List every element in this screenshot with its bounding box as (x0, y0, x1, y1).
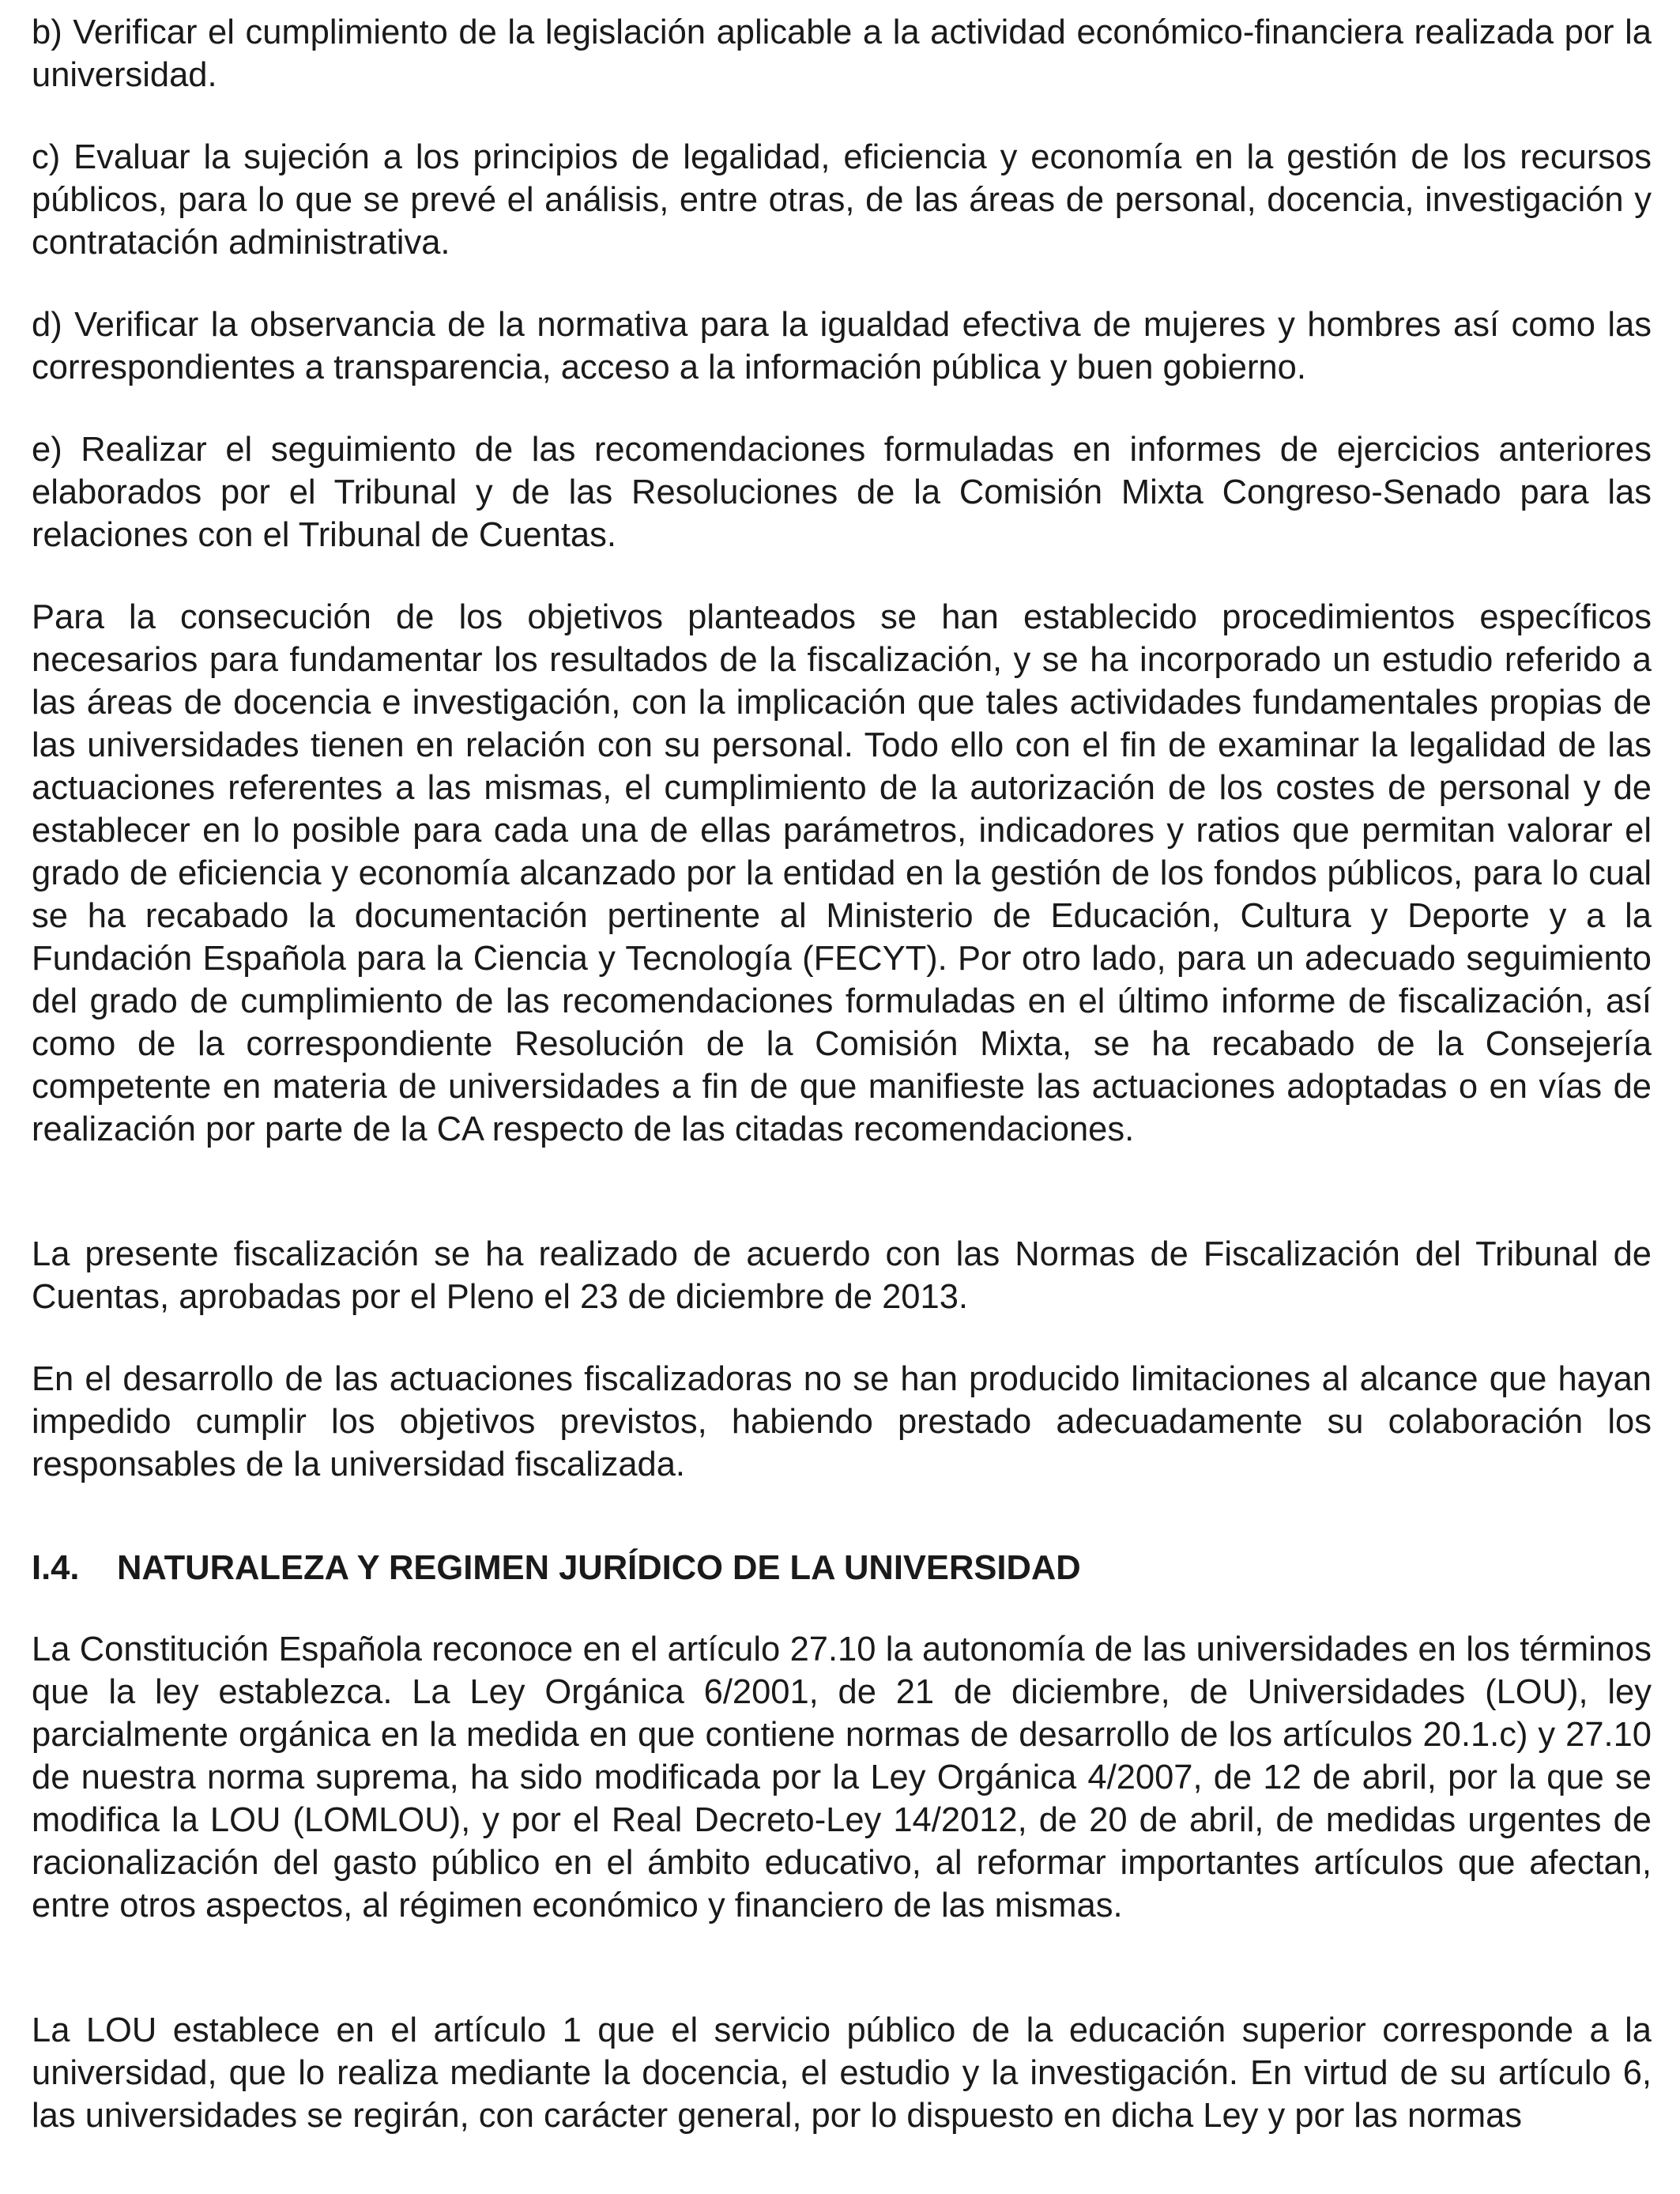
section-heading (32, 1547, 1652, 1589)
paragraph-standards: La presente fiscalización se ha realizado de acuerdo con las Normas de Fiscalización del Tribunal de Cuentas, aprobadas por el Pleno el 23 de diciembre de 2013. (32, 1235, 1652, 1316)
paragraph-procedures: Para la consecución de los objetivos planteados se han establecido procedimientos específicos necesarios para fundamentar los resultados de la fiscalización, y se ha incorporado un estudio referido a las áreas de docencia e investigación, con la implicación que tales actividades fundamentales propias de las universidades tienen en relación con su personal. Todo ello con el fin de examinar la legalidad de las actuaciones referentes a las mismas, el cumplimiento de la autorización de los costes de personal y de establecer en lo posible para cada una de ellas parámetros, indicadores y ratios que permitan valorar el grado de eficiencia y economía alcanzado por la entidad en la gestión de los fondos públicos, para lo cual se ha recabado la documentación pertinente al Ministerio de Educación, Cultura y Deporte y a la Fundación Española para la Ciencia y Tecnología (FECYT). Por otro lado, para un adecuado seguimiento del grado de cumplimiento de las recomendaciones formuladas en el último informe de fiscalización, así como de la correspondiente Resolución de la Comisión Mixta, se ha recabado de la Consejería competente en materia de universidades a fin de que manifieste las actuaciones adoptadas o en vías de realización por parte de la CA respecto de las citadas recomendaciones. (32, 598, 1652, 1148)
section-title: NATURALEZA Y REGIMEN JURÍDICO DE LA UNIVERSIDAD (117, 1549, 1081, 1587)
paragraph-lou: La LOU establece en el artículo 1 que el servicio público de la educación superior corresponde a la universidad, que lo realiza mediante la docencia, el estudio y la investigación. En virtud de su artículo 6, las universidades se regirán, con carácter general, por lo dispuesto en dicha Ley y por las normas (32, 2011, 1652, 2135)
paragraph-objective-d: d) Verificar la observancia de la normativa para la igualdad efectiva de mujeres y hombres así como las correspondientes a transparencia, acceso a la información pública y buen gobierno. (32, 306, 1652, 386)
section-number: I.4. (32, 1549, 80, 1587)
paragraph-constitution: La Constitución Española reconoce en el artículo 27.10 la autonomía de las universidades en los términos que la ley establezca. La Ley Orgánica 6/2001, de 21 de diciembre, de Universidades (LOU), ley parcialmente orgánica en la medida en que contiene normas de desarrollo de los artículos 20.1.c) y 27.10 de nuestra norma suprema, ha sido modificada por la Ley Orgánica 4/2007, de 12 de abril, por la que se modifica la LOU (LOMLOU), y por el Real Decreto-Ley 14/2012, de 20 de abril, de medidas urgentes de racionalización del gasto público en el ámbito educativo, al reformar importantes artículos que afectan, entre otros aspectos, al régimen económico y financiero de las mismas. (32, 1630, 1652, 1924)
paragraph-limitations: En el desarrollo de las actuaciones fiscalizadoras no se han producido limitaciones al alcance que hayan impedido cumplir los objetivos previstos, habiendo prestado adecuadamente su colaboración los responsables de la universidad fiscalizada. (32, 1360, 1652, 1483)
paragraph-objective-b: b) Verificar el cumplimiento de la legislación aplicable a la actividad económico-financiera realizada por la universidad. (32, 13, 1652, 94)
paragraph-objective-e: e) Realizar el seguimiento de las recomendaciones formuladas en informes de ejercicios anteriores elaborados por el Tribunal y de las Resoluciones de la Comisión Mixta Congreso-Senado para las relaciones con el Tribunal de Cuentas. (32, 431, 1652, 554)
paragraph-objective-c: c) Evaluar la sujeción a los principios de legalidad, eficiencia y economía en la gestión de los recursos públicos, para lo que se prevé el análisis, entre otras, de las áreas de personal, docencia, investigación y contratación administrativa. (32, 138, 1652, 262)
